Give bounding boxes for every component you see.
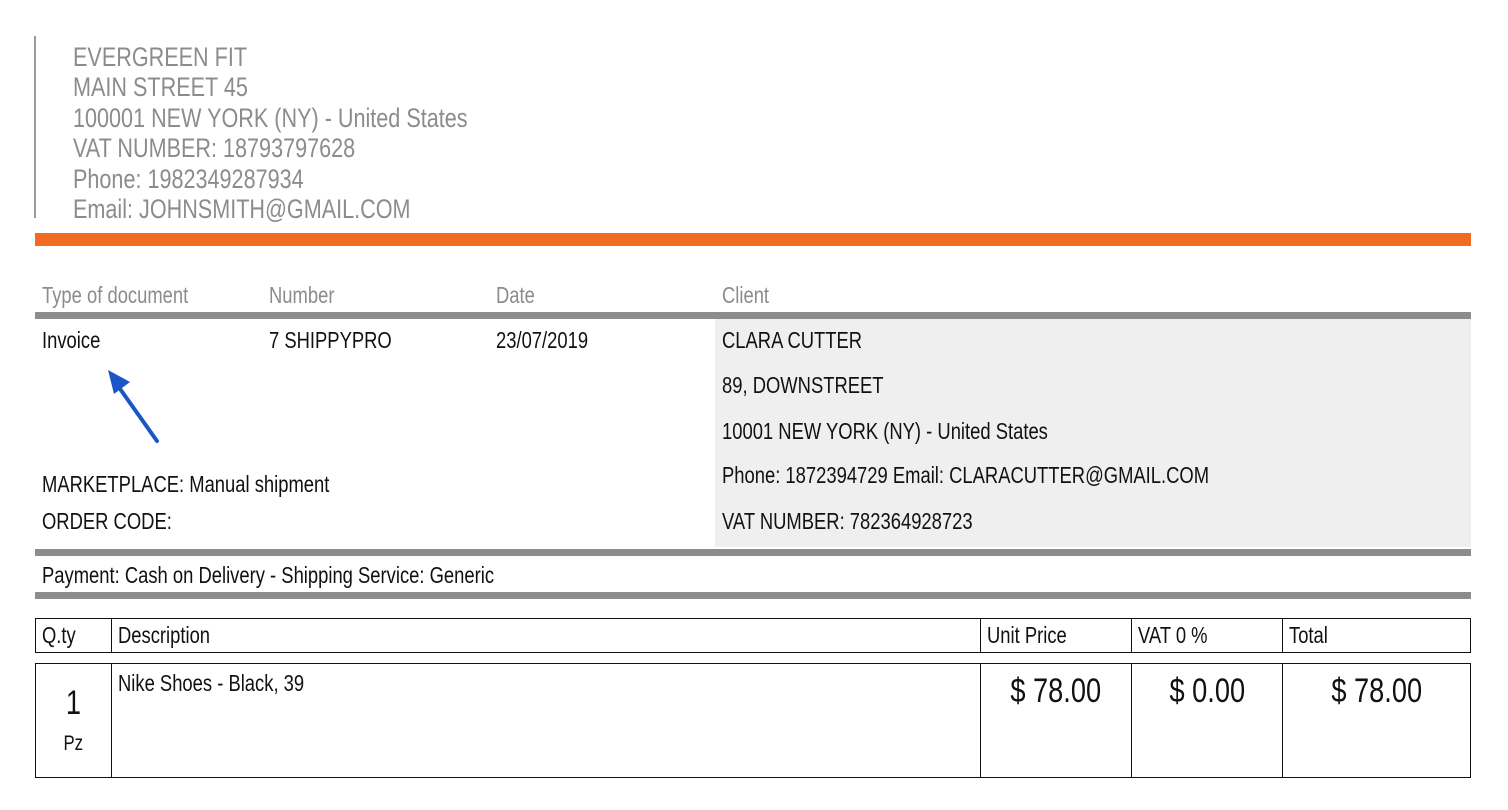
unit-price-cell	[981, 664, 1132, 777]
description-header: Description	[112, 619, 981, 652]
client-vat: VAT NUMBER: 782364928723	[722, 508, 973, 534]
header-divider	[35, 233, 1471, 246]
sender-name: EVERGREEN FIT	[73, 42, 248, 72]
sender-block	[73, 42, 566, 224]
document-date-value: 23/07/2019	[496, 327, 589, 353]
sender-vat: VAT NUMBER: 18793797628	[73, 133, 356, 164]
client-street: 89, DOWNSTREET	[722, 372, 884, 398]
arrow-up-left-icon	[100, 362, 162, 446]
sender-city: 100001 NEW YORK (NY) - United States	[73, 102, 468, 133]
date-label: Date	[496, 282, 535, 308]
qty-cell	[36, 664, 112, 777]
client-city: 10001 NEW YORK (NY) - United States	[722, 418, 1048, 444]
sender-accent-bar	[34, 36, 36, 218]
total-header: Total	[1289, 622, 1328, 648]
document-type-value: Invoice	[42, 327, 101, 353]
number-label: Number	[269, 282, 335, 308]
marketplace-info: MARKETPLACE: Manual shipment	[42, 471, 330, 497]
row-vat: $ 0.00	[1169, 672, 1245, 710]
qty-header: Q.ty	[36, 619, 112, 652]
client-label: Client	[722, 282, 770, 308]
type-of-document-label: Type of document	[42, 282, 189, 308]
row-quantity: 1	[65, 684, 82, 722]
sender-email: Email: JOHNSMITH@GMAIL.COM	[73, 193, 411, 224]
vat-cell	[1132, 664, 1283, 777]
row-total: $ 78.00	[1331, 672, 1422, 710]
section-rule-bottom	[35, 592, 1471, 599]
document-number-value: 7 SHIPPYPRO	[269, 327, 392, 353]
client-contact: Phone: 1872394729 Email: CLARACUTTER@GMAIL.COM	[722, 462, 1210, 488]
order-code-info: ORDER CODE:	[42, 508, 172, 534]
row-description: Nike Shoes - Black, 39	[118, 670, 305, 696]
unit-price-header: Unit Price	[981, 619, 1132, 652]
client-name: CLARA CUTTER	[722, 327, 863, 353]
total-cell	[1283, 664, 1470, 777]
vat-header: VAT 0 %	[1132, 619, 1283, 652]
row-unit-price: $ 78.00	[1010, 672, 1102, 710]
description-cell	[112, 664, 981, 777]
row-unit: Pz	[63, 732, 84, 755]
items-table-header	[35, 618, 1471, 653]
sender-phone: Phone: 1982349287934	[73, 163, 304, 194]
header-label-rule	[35, 312, 1471, 319]
table-row	[35, 663, 1471, 778]
payment-shipping-line: Payment: Cash on Delivery - Shipping Service: Generic	[42, 562, 495, 588]
section-rule-top	[35, 549, 1471, 556]
sender-street: MAIN STREET 45	[73, 72, 248, 103]
